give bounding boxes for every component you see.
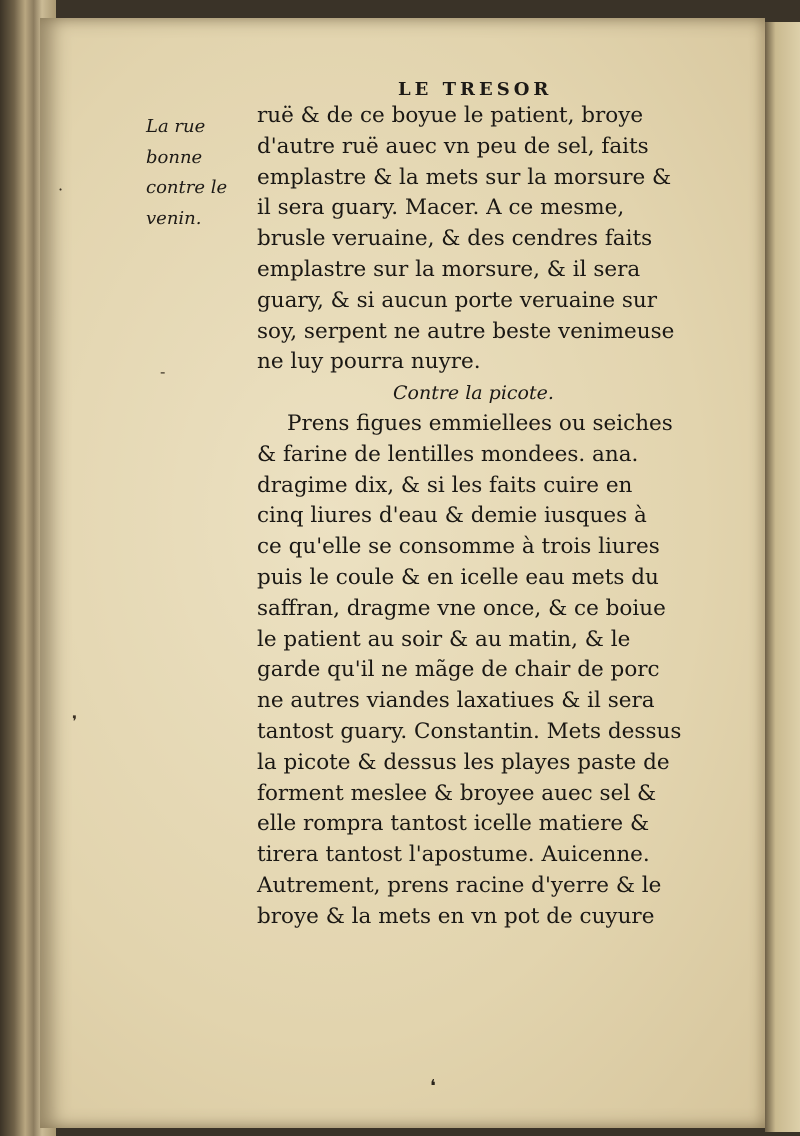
text-line: ce qu'elle se consomme à trois liures: [257, 534, 660, 560]
text-line: & farine de lentilles mondees. ana.: [257, 441, 639, 467]
text-line: cinq liures d'eau & demie iusques à: [257, 503, 647, 529]
marginal-note-line: bonne: [146, 146, 203, 168]
ink-speck: -: [160, 362, 166, 381]
text-line: brusle veruaine, & des cendres faits: [257, 226, 653, 252]
marginal-note-line: La rue: [146, 116, 206, 137]
text-line: Autrement, prens racine d'yerre & le: [257, 872, 662, 898]
marginal-note-line: contre le: [146, 177, 228, 198]
body-text: [257, 101, 719, 933]
text-line: tirera tantost l'apostume. Auicenne.: [257, 842, 650, 868]
text-line: Prens figues emmiellees ou seiches: [287, 410, 673, 436]
text-line: le patient au soir & au matin, & le: [257, 626, 631, 652]
text-line: emplastre & la mets sur la morsure &: [257, 164, 672, 190]
text-line: puis le coule & en icelle eau mets du: [257, 564, 659, 590]
text-line: broye & la mets en vn pot de cuyure: [257, 903, 655, 929]
text-line: la picote & dessus les playes paste de: [257, 749, 670, 775]
section-heading: Contre la picote.: [393, 382, 554, 405]
text-line: forment meslee & broyee auec sel &: [257, 780, 657, 806]
ink-speck: ·: [58, 180, 64, 199]
text-line: ne luy pourra nuyre.: [257, 349, 481, 375]
text-line: emplastre sur la morsure, & il sera: [257, 256, 641, 282]
facing-page-edge: [765, 22, 800, 1132]
ink-speck: ❜: [72, 712, 78, 731]
text-line: soy, serpent ne autre beste venimeuse: [257, 318, 675, 344]
marginal-note-line: venin.: [146, 207, 202, 229]
text-line: d'autre ruë auec vn peu de sel, faits: [257, 133, 649, 159]
folio-mark: ❛: [430, 1076, 436, 1097]
text-line: elle rompra tantost icelle matiere &: [257, 811, 650, 837]
text-line: ne autres viandes laxatiues & il sera: [257, 688, 655, 714]
running-head: LE TRESOR: [398, 79, 553, 100]
text-line: il sera guary. Macer. A ce mesme,: [257, 195, 625, 221]
text-line: saffran, dragme vne once, & ce boiue: [257, 595, 666, 621]
text-line: ruë & de ce boyue le patient, broye: [257, 103, 644, 128]
marginal-note: [146, 112, 256, 234]
text-line: tantost guary. Constantin. Mets dessus: [257, 718, 682, 744]
text-line: guary, & si aucun porte veruaine sur: [257, 287, 658, 313]
text-line: dragime dix, & si les faits cuire en: [257, 472, 633, 498]
text-line: garde qu'il ne mãge de chair de porc: [257, 657, 660, 683]
